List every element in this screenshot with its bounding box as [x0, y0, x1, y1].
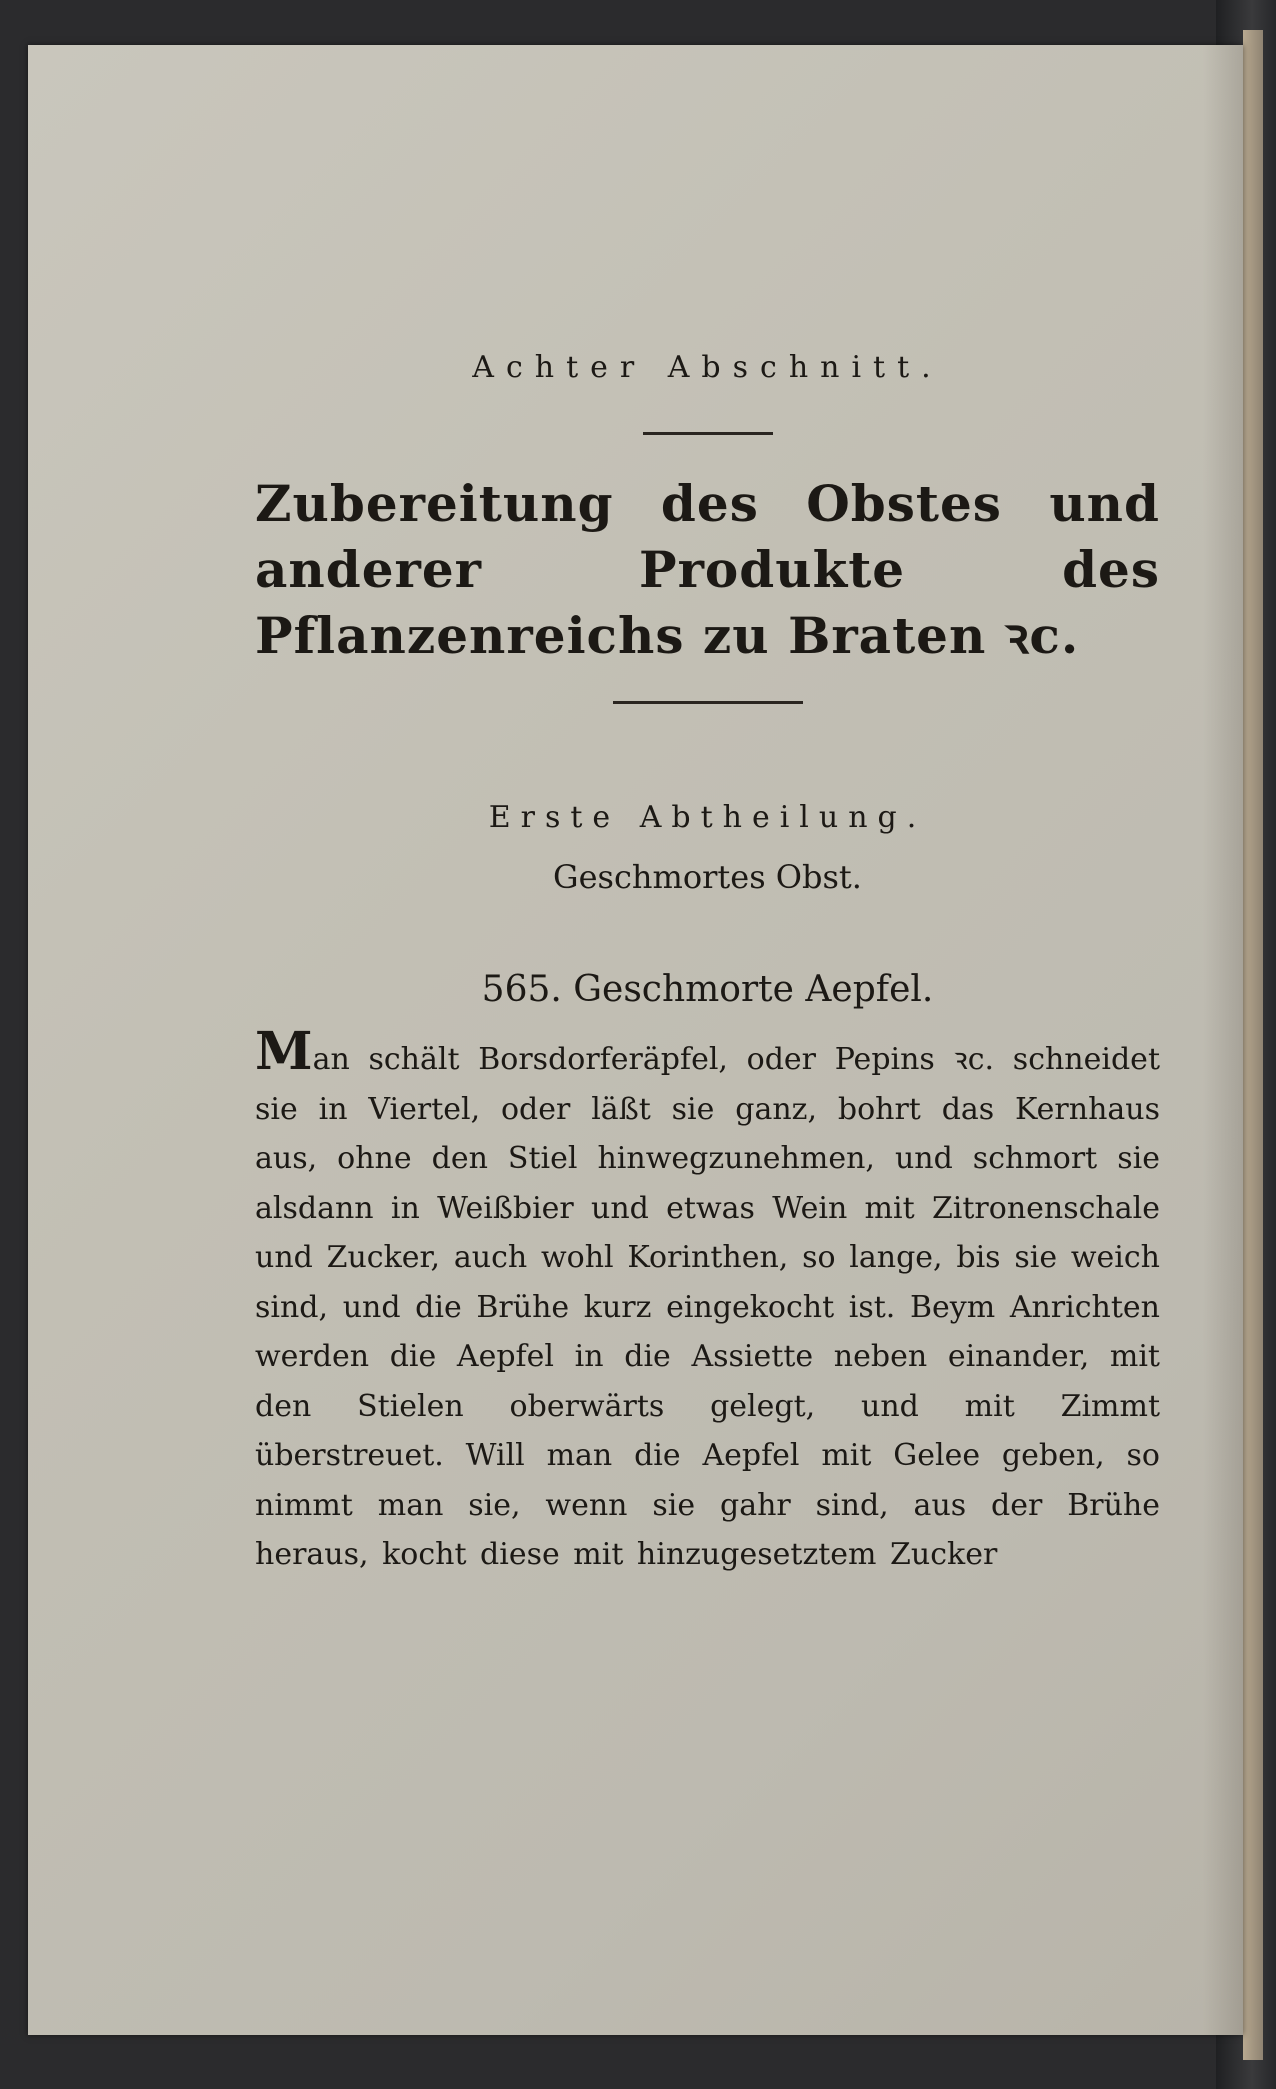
divider-rule: [613, 701, 803, 704]
recipe-heading: 565. Geschmorte Aepfel.: [481, 969, 934, 1010]
page-fold-shadow: [1203, 45, 1243, 2035]
page-content: [255, 340, 1160, 1580]
section-label: Achter Abschnitt.: [472, 350, 943, 385]
chapter-title: Zubereitung des Obstes und anderer Produkte des Pflanzenreichs zu Braten ꝛc.: [255, 474, 1160, 665]
next-page-edge: [1243, 30, 1263, 2060]
division-subtitle: Geschmortes Obst.: [553, 858, 862, 896]
division-label: Erste Abtheilung.: [488, 800, 927, 835]
recipe-body: [255, 1021, 1160, 1580]
drop-cap: M: [255, 1021, 313, 1082]
divider-rule: [643, 432, 773, 435]
recipe-text: an schält Borsdorferäpfel, oder Pepins ꝛc. schneidet sie in Viertel, oder läßt sie ganz, bohrt das Kernhaus aus, ohne den Stiel hinwegzunehmen, und schmort sie alsdann in Weißbier und etwas Wein mit Zitronenschale und Zucker, auch wohl Korinthen, so lange, bis sie weich sind, und die Brühe kurz eingekocht ist. Beym Anrichten werden die Aepfel in die Assiette neben einander, mit den Stielen oberwärts gelegt, und mit Zimmt überstreuet. Will man die Aepfel mit Gelee geben, so nimmt man sie, wenn sie gahr sind, aus der Brühe heraus, kocht diese mit hinzugesetztem Zucker: [255, 1042, 1160, 1572]
